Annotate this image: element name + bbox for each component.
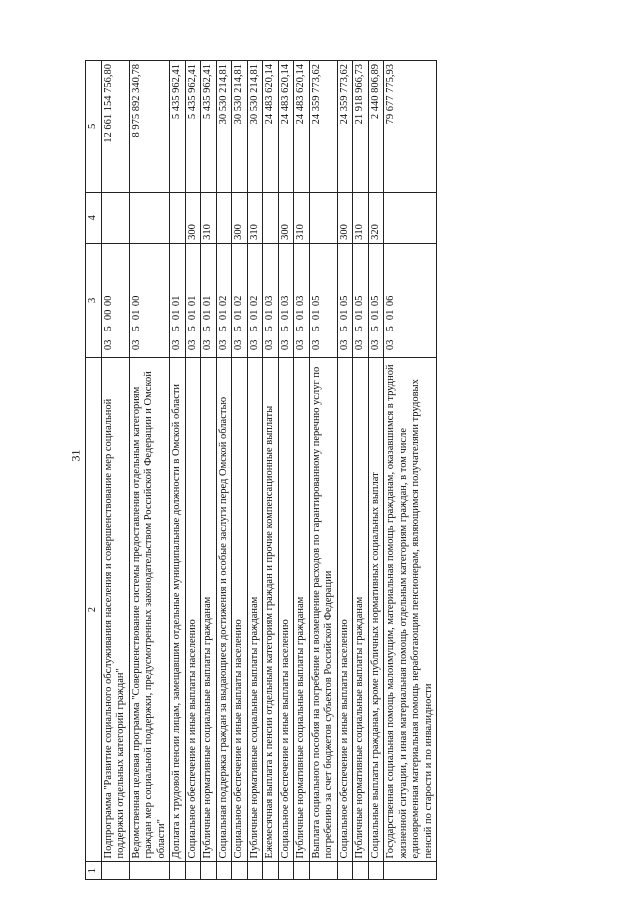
row-code [278, 243, 294, 357]
code-part: 01 [279, 309, 291, 321]
row-expense-type [170, 192, 186, 243]
code-part: 5 [385, 326, 396, 332]
row-amount: 21 918 966,73 [353, 61, 369, 193]
code-part: 03 [186, 339, 198, 351]
row-spacer-cell [337, 862, 353, 880]
table-row [216, 61, 232, 880]
header-col-2: 2 [86, 357, 102, 862]
row-amount: 79 677 775,93 [384, 61, 437, 193]
table-row [185, 61, 201, 880]
code-part: 01 [233, 309, 244, 321]
header-col-4: 4 [86, 192, 102, 243]
row-expense-type: 300 [232, 192, 248, 243]
row-code [384, 243, 437, 357]
row-code [201, 243, 217, 357]
code-part: 03 [264, 339, 275, 351]
code-part: 01 [217, 309, 229, 321]
row-code [129, 243, 170, 357]
code-part: 5 [264, 326, 275, 332]
row-code [216, 243, 232, 357]
code-part: 5 [233, 326, 244, 332]
row-name: Выплата социального пособия на погребение и возмещение расходов по гарантированному перечню услуг по погребению за счет бюджетов субъектов Российской Федерации [309, 357, 337, 862]
code-part: 05 [310, 295, 322, 307]
row-name: Ежемесячная выплата к пенсии отдельным категориям граждан и прочие компенсационные выплаты [263, 357, 279, 862]
row-spacer-cell [216, 862, 232, 880]
row-expense-type: 310 [294, 192, 310, 243]
code-part: 01 [202, 295, 213, 307]
row-spacer-cell [368, 862, 384, 880]
row-amount: 2 440 806,89 [368, 61, 384, 193]
header-col-1: 1 [86, 862, 102, 880]
row-amount: 5 435 962,41 [185, 61, 201, 193]
row-name: Публичные нормативные социальные выплаты гражданам [247, 357, 263, 862]
code-part: 5 [217, 326, 229, 332]
code-part: 01 [295, 309, 306, 321]
row-expense-type [384, 192, 437, 243]
code-part: 05 [369, 295, 381, 307]
row-amount: 24 483 620,14 [263, 61, 279, 193]
row-name: Публичные нормативные социальные выплаты гражданам [353, 357, 369, 862]
code-part: 5 [248, 326, 260, 332]
code-part: 03 [171, 339, 182, 351]
row-name: Социальное обеспечение и иные выплаты населению [278, 357, 294, 862]
row-expense-type: 320 [368, 192, 384, 243]
code-part: 03 [264, 295, 275, 307]
code-part: 03 [217, 339, 229, 351]
code-part: 5 [186, 326, 198, 332]
code-part: 05 [338, 295, 350, 307]
code-part: 5 [310, 326, 322, 332]
code-part: 03 [202, 339, 213, 351]
row-amount: 8 975 892 340,78 [129, 61, 170, 193]
row-amount: 24 483 620,14 [294, 61, 310, 193]
code-part: 02 [248, 295, 260, 307]
code-part: 03 [102, 339, 114, 351]
code-part: 01 [186, 295, 198, 307]
table-body [101, 61, 437, 880]
table-row [232, 61, 248, 880]
row-spacer-cell [353, 862, 369, 880]
code-part: 03 [385, 339, 396, 351]
row-spacer-cell [247, 862, 263, 880]
row-amount: 24 483 620,14 [278, 61, 294, 193]
code-part: 01 [338, 309, 350, 321]
header-col-5: 5 [86, 61, 102, 193]
code-part: 03 [338, 339, 350, 351]
code-part: 01 [369, 309, 381, 321]
code-part: 01 [130, 309, 142, 321]
row-spacer-cell [384, 862, 437, 880]
row-name: Социальное обеспечение и иные выплаты населению [232, 357, 248, 862]
code-part: 5 [295, 326, 306, 332]
table-row [309, 61, 337, 880]
row-expense-type: 300 [337, 192, 353, 243]
row-code [337, 243, 353, 357]
row-code [353, 243, 369, 357]
code-part: 01 [385, 309, 396, 321]
row-amount: 5 435 962,41 [170, 61, 186, 193]
table-row [247, 61, 263, 880]
row-name: Публичные нормативные социальные выплаты гражданам [294, 357, 310, 862]
code-part: 02 [217, 295, 229, 307]
row-name: Публичные нормативные социальные выплаты гражданам [201, 357, 217, 862]
code-part: 5 [102, 326, 114, 332]
row-amount: 24 359 773,62 [337, 61, 353, 193]
code-part: 03 [295, 339, 306, 351]
budget-table [85, 60, 437, 880]
row-name: Подпрограмма "Развитие социального обслуживания населения и совершенствование мер социальной поддержки отдельных категорий граждан" [101, 357, 129, 862]
row-code [309, 243, 337, 357]
row-expense-type: 300 [185, 192, 201, 243]
row-amount: 12 661 154 756,80 [101, 61, 129, 193]
code-part: 5 [354, 326, 365, 332]
row-code [170, 243, 186, 357]
code-part: 00 [130, 295, 142, 307]
table-row [294, 61, 310, 880]
row-name: Ведомственная целевая программа "Совершенствование системы предоставления отдельным категориям граждан мер социальной поддержки, предусмотренных законодательством Российской Федерации и Омской области" [129, 357, 170, 862]
table-row [201, 61, 217, 880]
row-expense-type: 310 [201, 192, 217, 243]
page-number: 31 [68, 449, 83, 462]
row-name: Социальное обеспечение и иные выплаты населению [185, 357, 201, 862]
row-expense-type [309, 192, 337, 243]
row-spacer-cell [101, 862, 129, 880]
code-part: 00 [102, 309, 114, 321]
table-row [129, 61, 170, 880]
table-row [101, 61, 129, 880]
code-part: 03 [248, 339, 260, 351]
row-spacer-cell [129, 862, 170, 880]
header-col-3: 3 [86, 243, 102, 357]
row-code [263, 243, 279, 357]
code-part: 03 [354, 339, 365, 351]
row-spacer-cell [201, 862, 217, 880]
code-part: 5 [202, 326, 213, 332]
table-row [353, 61, 369, 880]
code-part: 01 [202, 309, 213, 321]
budget-table-rotated [85, 60, 565, 880]
row-spacer-cell [232, 862, 248, 880]
table-row [278, 61, 294, 880]
code-part: 03 [130, 339, 142, 351]
code-part: 5 [130, 326, 142, 332]
row-amount: 30 530 214,81 [247, 61, 263, 193]
table-row [368, 61, 384, 880]
code-part: 03 [279, 339, 291, 351]
code-part: 02 [233, 295, 244, 307]
row-spacer-cell [309, 862, 337, 880]
row-name: Социальная поддержка граждан за выдающиеся достижения и особые заслуги перед Омской областью [216, 357, 232, 862]
code-part: 03 [295, 295, 306, 307]
code-part: 5 [369, 326, 381, 332]
code-part: 03 [369, 339, 381, 351]
row-expense-type [263, 192, 279, 243]
row-expense-type: 310 [247, 192, 263, 243]
header-row [86, 61, 102, 880]
code-part: 06 [385, 295, 396, 307]
code-part: 5 [171, 326, 182, 332]
row-expense-type: 300 [278, 192, 294, 243]
row-expense-type [101, 192, 129, 243]
code-part: 01 [171, 309, 182, 321]
row-expense-type [129, 192, 170, 243]
row-code [294, 243, 310, 357]
table-row [337, 61, 353, 880]
row-amount: 30 530 214,81 [216, 61, 232, 193]
table-row [384, 61, 437, 880]
row-spacer-cell [263, 862, 279, 880]
row-amount: 30 530 214,81 [232, 61, 248, 193]
row-spacer-cell [185, 862, 201, 880]
code-part: 01 [264, 309, 275, 321]
row-expense-type: 310 [353, 192, 369, 243]
row-name: Социальное обеспечение и иные выплаты населению [337, 357, 353, 862]
code-part: 03 [279, 295, 291, 307]
code-part: 03 [233, 339, 244, 351]
code-part: 01 [171, 295, 182, 307]
row-code [368, 243, 384, 357]
table-row [263, 61, 279, 880]
row-amount: 5 435 962,41 [201, 61, 217, 193]
row-spacer-cell [170, 862, 186, 880]
row-name: Доплата к трудовой пенсии лицам, замещавшим отдельные муниципальные должности в Омской области [170, 357, 186, 862]
code-part: 5 [279, 326, 291, 332]
code-part: 03 [310, 339, 322, 351]
code-part: 00 [102, 295, 114, 307]
row-code [247, 243, 263, 357]
table-row [170, 61, 186, 880]
row-code [232, 243, 248, 357]
row-name: Государственная социальная помощь малоимущим, материальная помощь гражданам, оказавшимся в трудной жизненной ситуации, и иная материальная помощь отдельным категориям граждан, в том числе единовременная материальная помощь неработающим пенсионерам, являющимся получателями трудовых пенсий по старости и по инвалидности [384, 357, 437, 862]
code-part: 01 [186, 309, 198, 321]
code-part: 01 [310, 309, 322, 321]
row-name: Социальные выплаты гражданам, кроме публичных нормативных социальных выплат [368, 357, 384, 862]
code-part: 01 [354, 309, 365, 321]
row-code [101, 243, 129, 357]
row-code [185, 243, 201, 357]
row-spacer-cell [294, 862, 310, 880]
row-spacer-cell [278, 862, 294, 880]
row-amount: 24 359 773,62 [309, 61, 337, 193]
code-part: 5 [338, 326, 350, 332]
code-part: 05 [354, 295, 365, 307]
code-part: 01 [248, 309, 260, 321]
row-expense-type [216, 192, 232, 243]
